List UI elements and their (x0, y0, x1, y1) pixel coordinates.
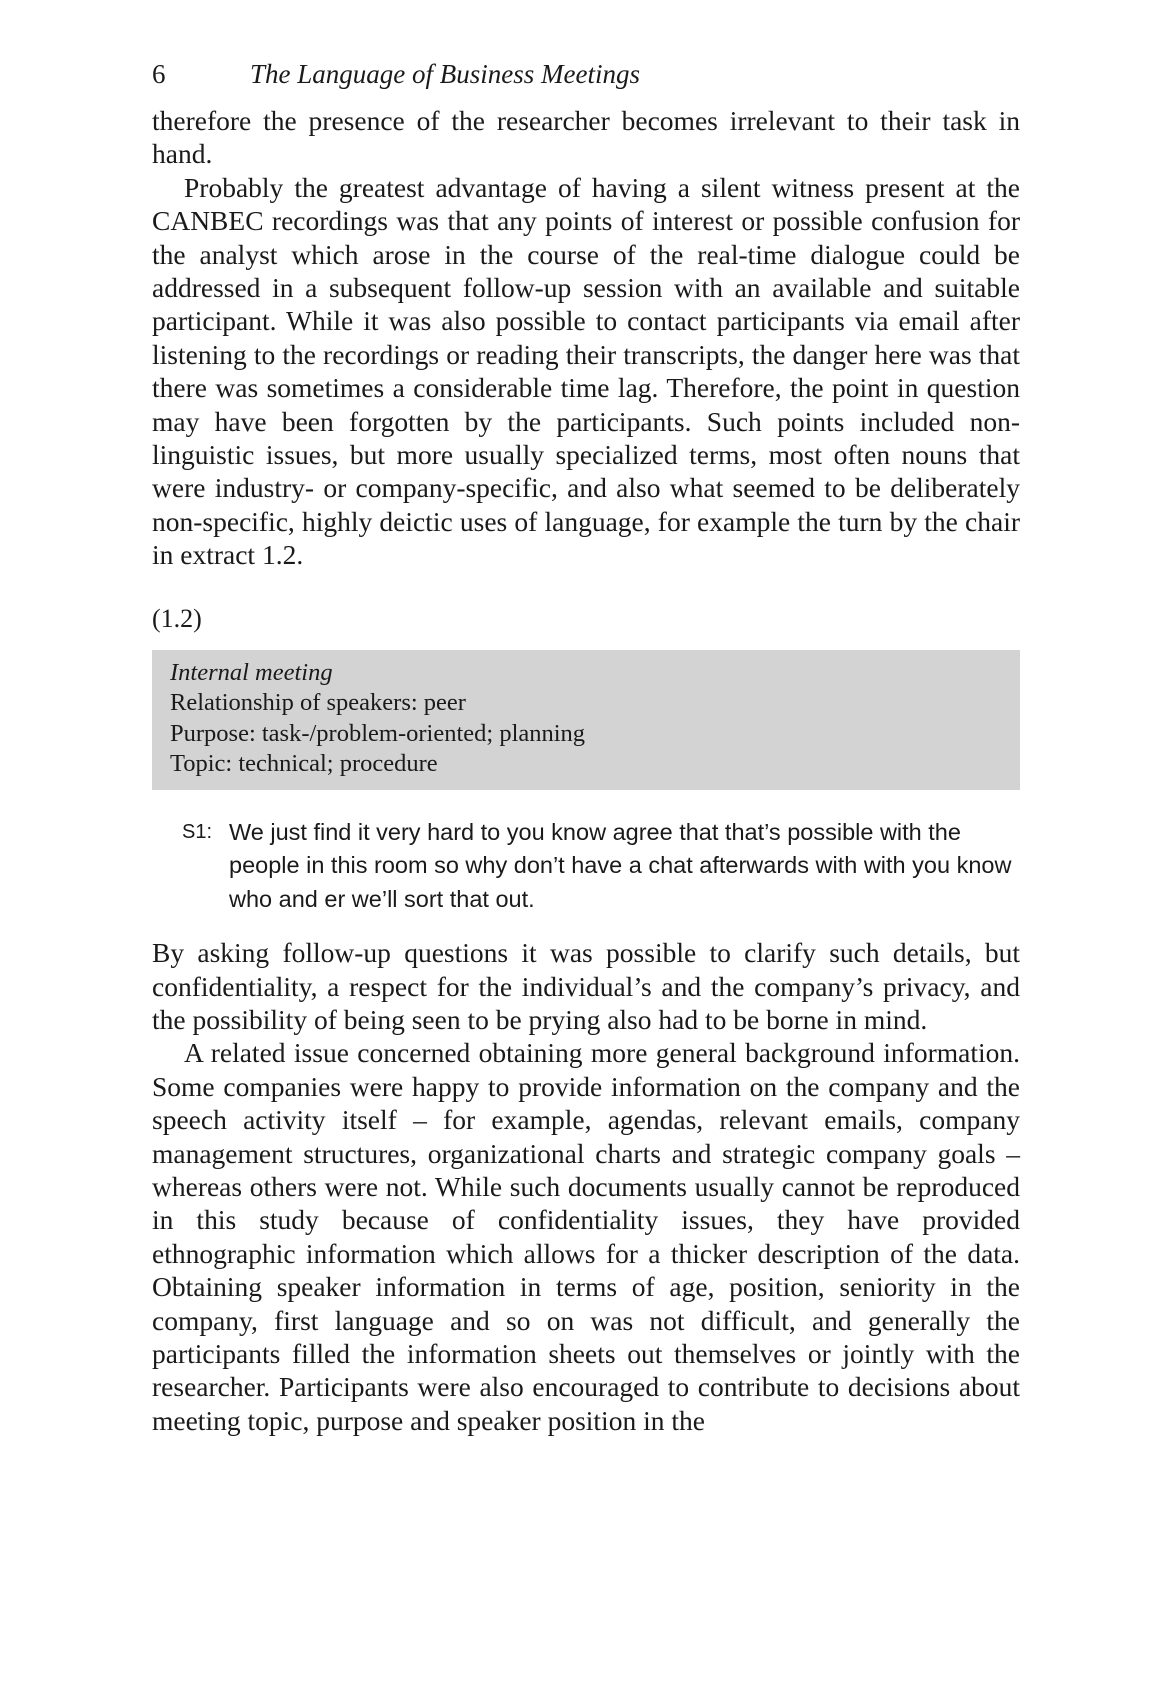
running-head (152, 56, 1020, 92)
book-page (152, 56, 1020, 1437)
speaker-label: S1: (182, 820, 213, 843)
extract-label: (1.2) (152, 603, 202, 633)
paragraph-2: Probably the greatest advantage of having a silent witness present at the CANBEC recordings was that any points of interest or possible confusion for the analyst which arose in the course of the real-time dialogue could be addressed in a subsequent follow-up session with an available and suitable participant. While it was also possible to contact participants via email after listening to the recordings or reading their transcripts, the danger here was that there was sometimes a considerable time lag. Therefore, the point in question may have been forgotten by the participants. Such points included non-linguistic issues, but more usually specialized terms, most often nouns that were industry- or company-specific, and also what seemed to be deliberately non-specific, highly deictic uses of language, for example the turn by the chair in extract 1.2. (152, 171, 1020, 571)
meeting-purpose: Purpose: task-/problem-oriented; planning (170, 719, 586, 747)
paragraph-3: By asking follow-up questions it was possible to clarify such details, but confidentiality, a respect for the individual’s and the company’s privacy, and the possibility of being seen to be prying also had to be borne in mind. (152, 937, 1020, 1035)
paragraph-1: therefore the presence of the researcher becomes irrelevant to their task in hand. (152, 105, 1020, 170)
extract-context-box (152, 650, 1020, 790)
paragraph-4: A related issue concerned obtaining more general background information. Some companies were happy to provide information on the company and the speech activity itself – for example, agendas, relevant emails, company management structures, organizational charts and strategic company goals – whereas others were not. While such documents usually cannot be reproduced in this study because of confidentiality issues, they have provided ethnographic information which allows for a thicker description of the data. Obtaining speaker information in terms of age, position, seniority in the company, first language and so on was not difficult, and generally the participants filled the information sheets out themselves or jointly with the researcher. Participants were also encouraged to contribute to decisions about meeting topic, purpose and speaker position in the (152, 1037, 1020, 1436)
speaker-relationship: Relationship of speakers: peer (170, 689, 466, 717)
meeting-type: Internal meeting (170, 658, 333, 686)
page-number: 6 (152, 59, 166, 89)
meeting-topic: Topic: technical; procedure (170, 750, 438, 778)
running-title: The Language of Business Meetings (250, 59, 640, 89)
dialogue-turn (182, 816, 1020, 917)
utterance-text: We just find it very hard to you know agree that that’s possible with the people in this room so why don’t have a chat afterwards with with you know who and er we’ll sort that out. (229, 818, 1012, 912)
